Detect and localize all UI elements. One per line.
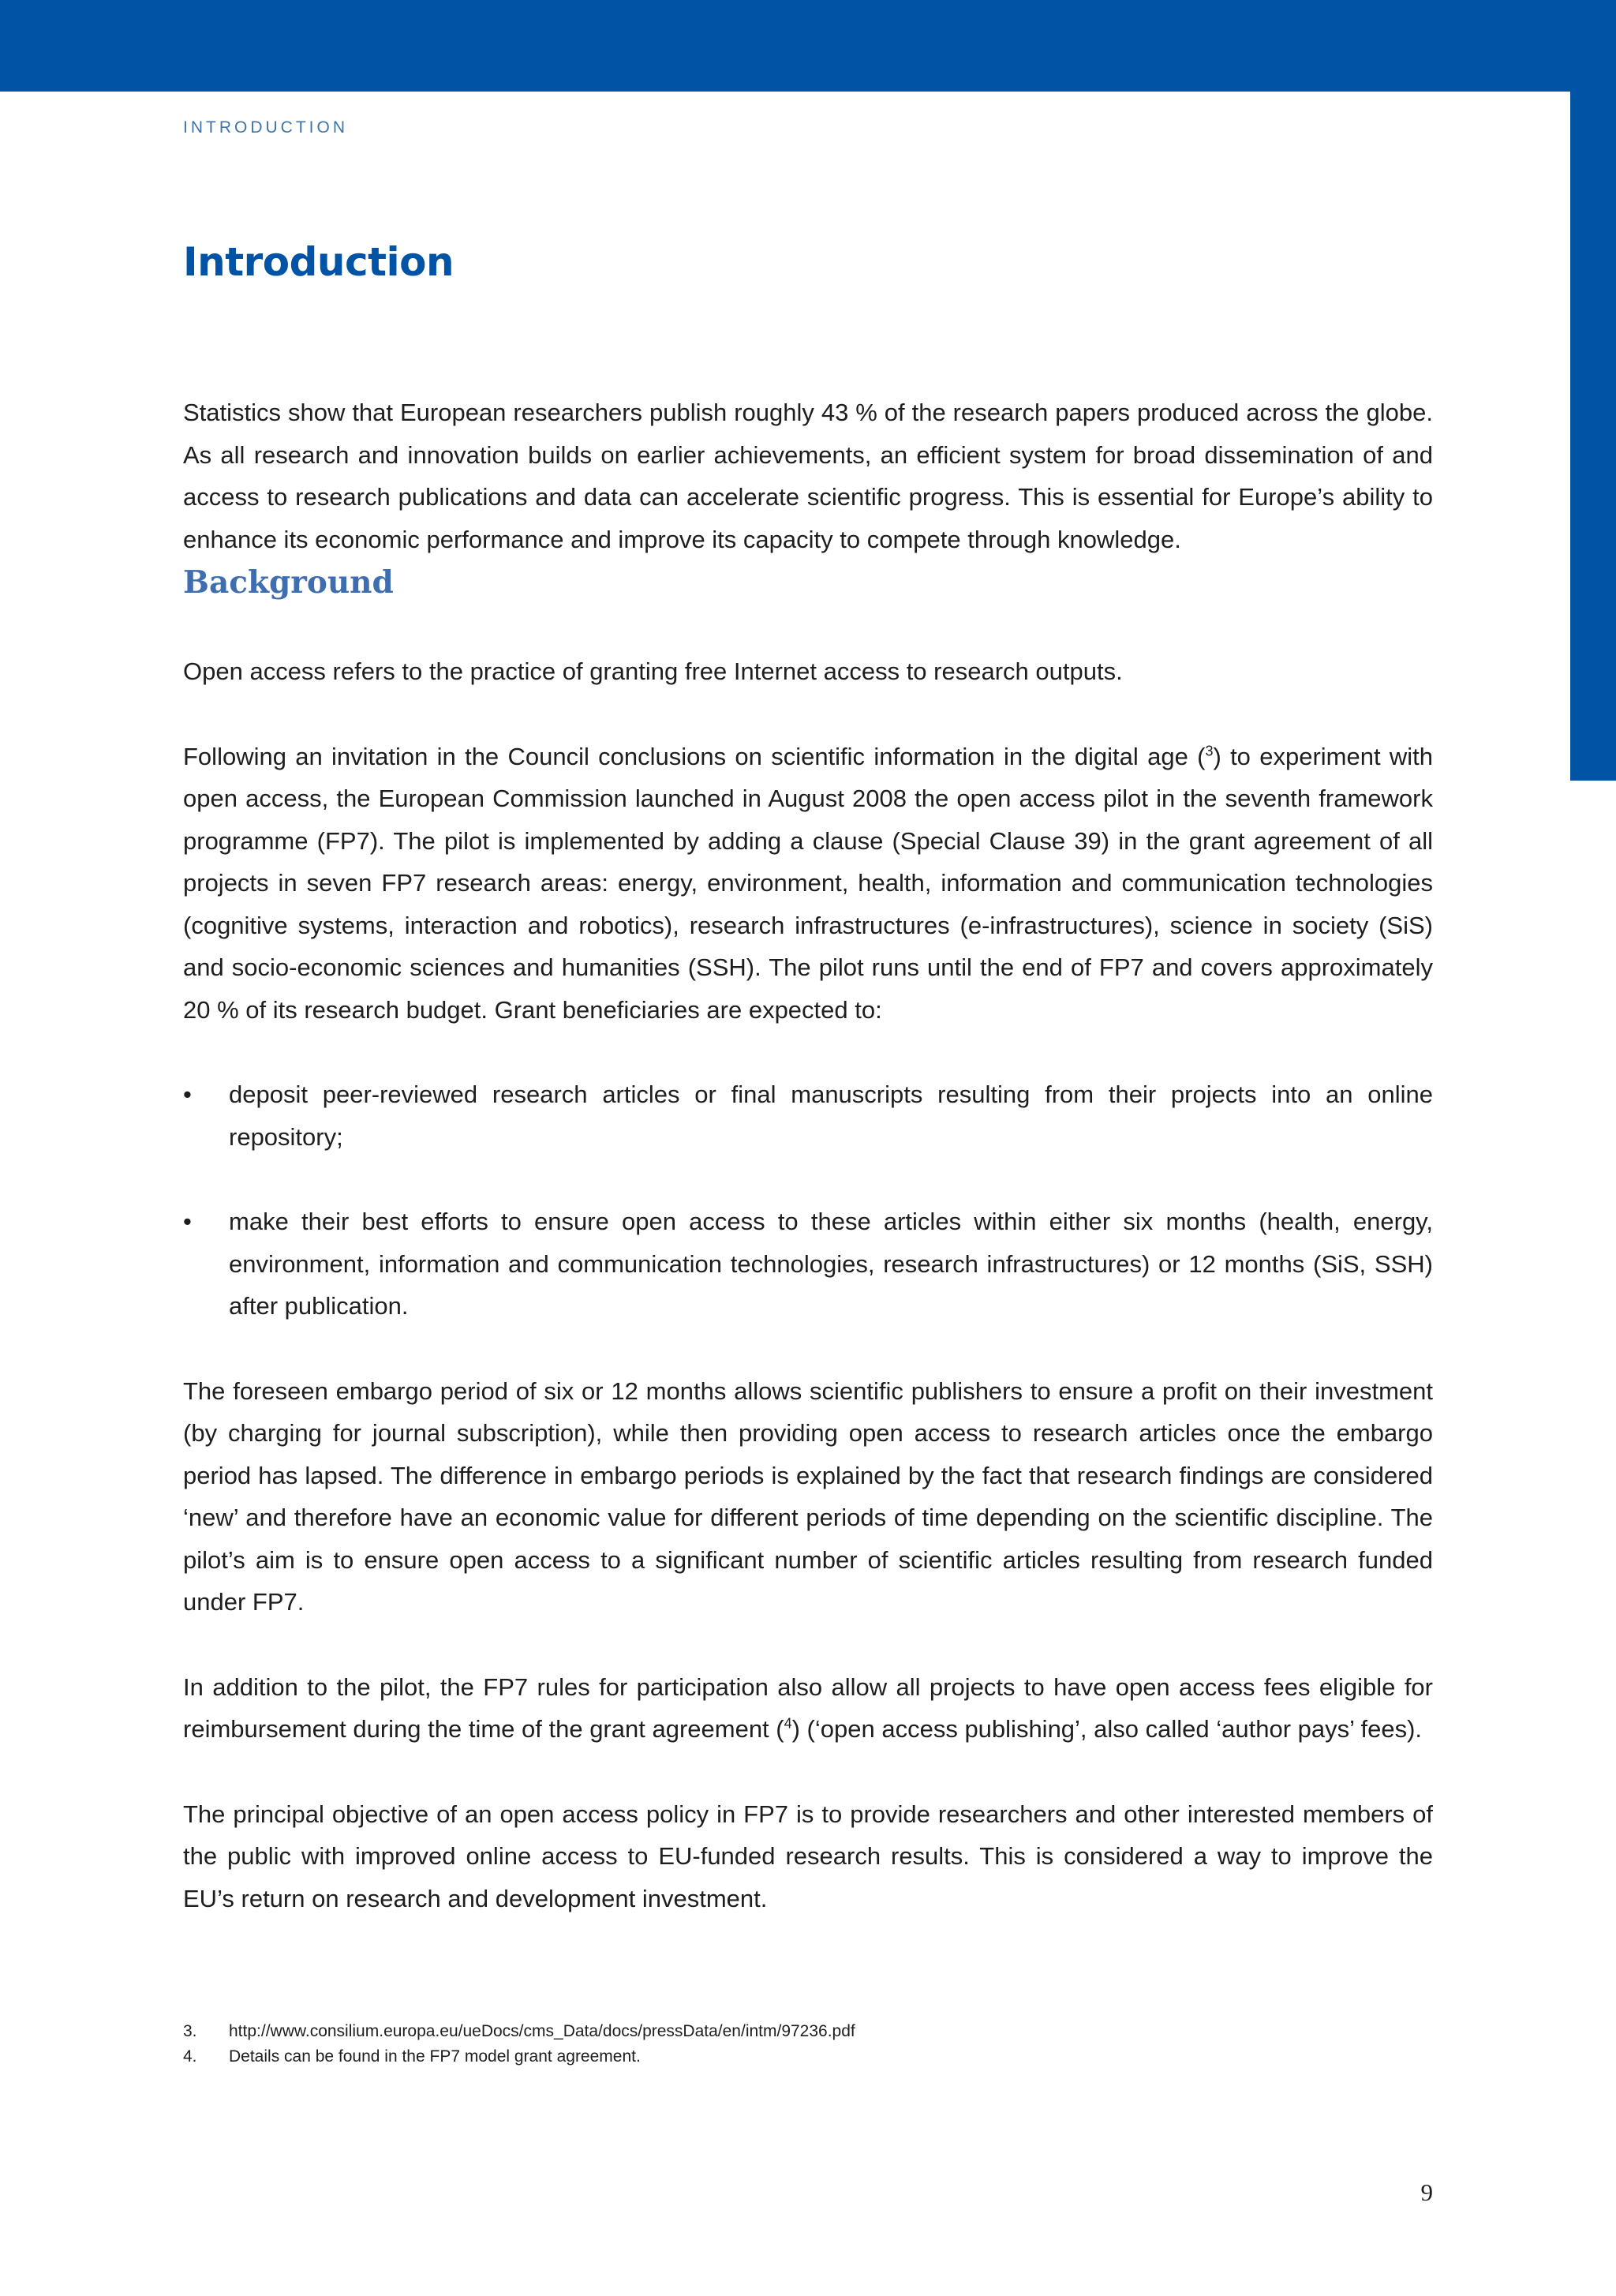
footnote-number: 3. [183,2022,197,2040]
background-paragraph-1: Open access refers to the practice of granting free Internet access to research outputs. [183,657,1123,685]
paragraph-4-text-end: ) (‘open access publishing’, also called ‘author pays’ fees). [791,1715,1423,1743]
chapter-tab [1570,92,1616,781]
page-number: 9 [1420,2178,1433,2206]
list-item-text: make their best efforts to ensure open access to these articles within either six months (health, energy, environment, information and communication technologies, research infrastructures) or 12 months (SiS, SSH) after publication. [229,1208,1433,1320]
footnote-text: Details can be found in the FP7 model grant agreement. [229,2047,641,2066]
background-paragraph-5: The principal objective of an open access policy in FP7 is to provide researchers and other interested members of the public with improved online access to EU-funded research results. This is considered a way to improve the EU’s return on research and development investment. [183,1800,1433,1912]
footnote-3 [183,2019,1433,2044]
list-item-text: deposit peer-reviewed research articles or final manuscripts resulting from their projects into an online repository; [229,1081,1433,1151]
bullet-icon: • [183,1081,192,1108]
bullet-icon: • [183,1208,192,1235]
background-paragraph-4 [183,1666,1433,1751]
header-band [0,0,1616,92]
main-content [183,234,1433,1920]
paragraph-2-text-start: Following an invitation in the Council conclusions on scientific information in the digital age ( [183,742,1206,770]
page-title: Introduction [183,239,454,285]
intro-paragraph: Statistics show that European researchers publish roughly 43 % of the research papers produced across the globe. As all research and innovation builds on earlier achievements, an efficient system for broad dissemination of and access to research publications and data can accelerate scientific progress. This is essential for Europe’s ability to enhance its economic performance and improve its capacity to compete through knowledge. [183,399,1433,553]
footnote-4 [183,2044,1433,2069]
footnote-ref-4[interactable]: 4 [784,1715,792,1732]
footnote-number: 4. [183,2047,197,2066]
list-item [183,1073,1433,1158]
footnote-link[interactable]: http://www.consilium.europa.eu/ueDocs/cms_Data/docs/pressData/en/intm/97236.pdf [229,2022,855,2040]
obligations-list [183,1073,1433,1328]
background-paragraph-3: The foreseen embargo period of six or 12 months allows scientific publishers to ensure a profit on their investment (by charging for journal subscription), while then providing open access to research articles once the embargo period has lapsed. The difference in embargo periods is explained by the fact that research findings are considered ‘new’ and therefore have an economic value for different periods of time depending on the scientific discipline. The pilot’s aim is to ensure open access to a significant number of scientific articles resulting from research funded under FP7. [183,1376,1433,1616]
background-paragraph-2 [183,736,1433,1032]
background-heading: Background [183,564,394,601]
footnote-ref-3[interactable]: 3 [1205,743,1214,759]
paragraph-4-text-start: In addition to the pilot, the FP7 rules for participation also allow all projects to have open access fees eligible for reimbursement during the time of the grant agreement ( [183,1672,1433,1743]
list-item [183,1200,1433,1328]
paragraph-2-text-end: ) to experiment with open access, the European Commission launched in August 2008 the open access pilot in the seventh framework programme (FP7). The pilot is implemented by adding a clause (Special Clause 39) in the grant agreement of all projects in seven FP7 research areas: energy, environment, health, information and communication technologies (cognitive systems, interaction and robotics), research infrastructures (e-infrastructures), science in society (SiS) and socio-economic sciences and humanities (SSH). The pilot runs until the end of FP7 and covers approximately 20 % of its research budget. Grant beneficiaries are expected to: [183,742,1433,1024]
running-head: INTRODUCTION [183,118,348,137]
footnotes [183,2019,1433,2069]
